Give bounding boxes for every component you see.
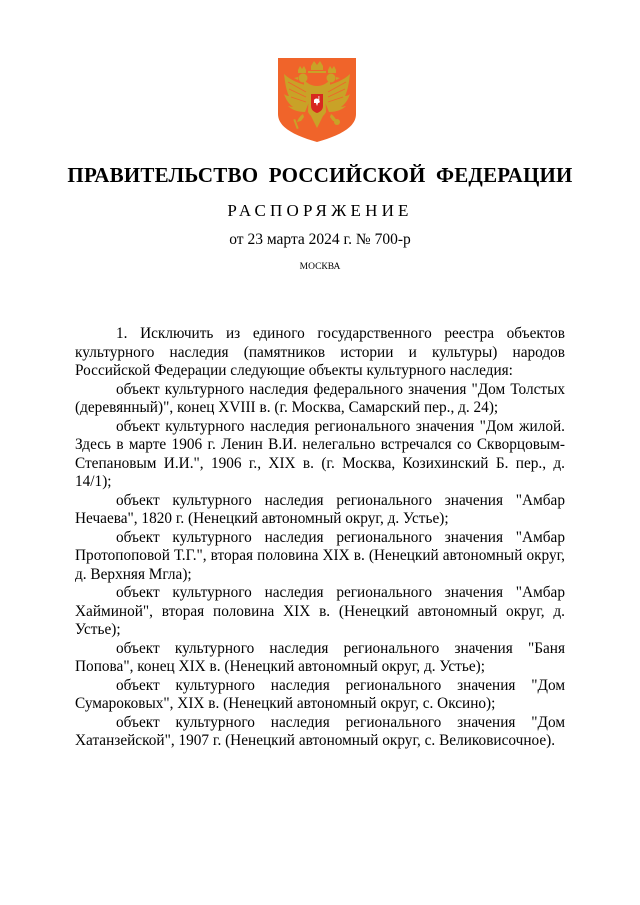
document-type: РАСПОРЯЖЕНИЕ (227, 201, 413, 220)
paragraph-clause-1: 1. Исключить из единого государственного реестра объектов культурного наследия (памятников истории и культуры) народов Российской Федерации следующие объекты культурного наследия: (75, 325, 565, 379)
government-title: ПРАВИТЕЛЬСТВО РОССИЙСКОЙ ФЕДЕРАЦИИ (67, 163, 573, 187)
document-body (75, 325, 565, 751)
russian-coat-of-arms-icon (276, 56, 358, 144)
list-item: объект культурного наследия регионального значения "Амбар Протопоповой Т.Г.", вторая половина XIX в. (Ненецкий автономный округ, д. Верхняя Мгла); (75, 528, 565, 583)
list-item: объект культурного наследия регионального значения "Дом Хатанзейской", 1907 г. (Ненецкий автономный округ, с. Великовисочное). (75, 713, 565, 749)
list-item: объект культурного наследия регионального значения "Дом Сумароковых", XIX в. (Ненецкий автономный округ, с. Оксино); (75, 676, 565, 712)
list-item: объект культурного наследия регионального значения "Амбар Хайминой", вторая половина XIX в. (Ненецкий автономный округ, д. Устье); (75, 584, 565, 638)
list-item: объект культурного наследия федерального значения "Дом Толстых (деревянный)", конец XVIII в. (г. Москва, Самарский пер., д. 24); (75, 380, 565, 416)
document-date-number: от 23 марта 2024 г. № 700-р (229, 231, 411, 248)
document-city: МОСКВА (299, 262, 341, 272)
list-item: объект культурного наследия регионального значения "Амбар Нечаева", 1820 г. (Ненецкий автономный округ, д. Устье); (75, 491, 565, 527)
list-item: объект культурного наследия регионального значения "Дом жилой. Здесь в марте 1906 г. Ленин В.И. нелегально встречался со Скворцовым-Степановым И.И.", 1906 г., XIX в. (г. Москва, Козихинский Б. пер., д. 14/1); (75, 417, 565, 490)
list-item: объект культурного наследия регионального значения "Баня Попова", конец XIX в. (Ненецкий автономный округ, д. Устье); (75, 639, 565, 675)
